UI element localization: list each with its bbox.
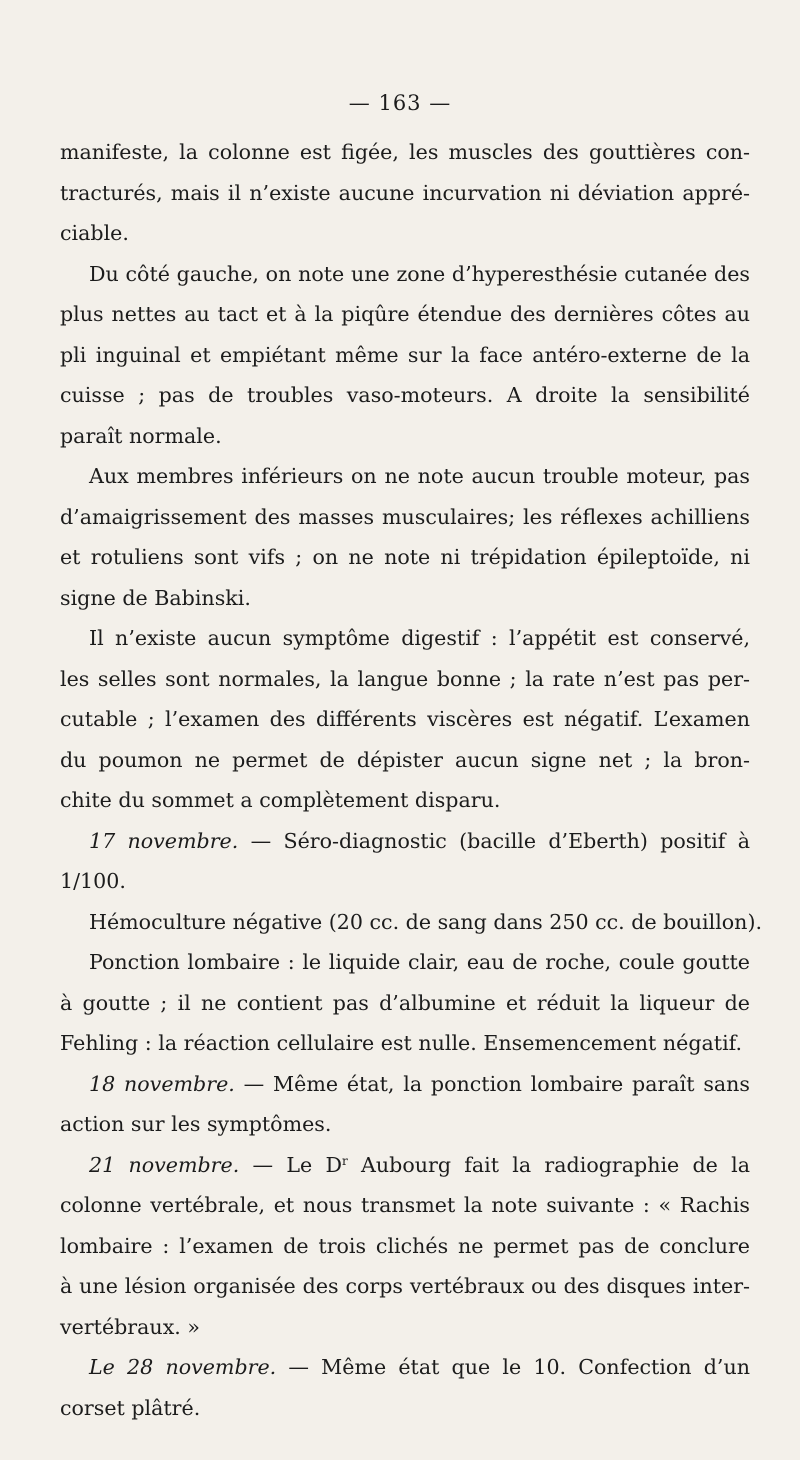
entry-date: 17 novembre. [89,828,239,853]
text-line: à une lésion organisée des corps vertébraux ou des disques inter- [60,1274,750,1298]
text-segment: — Même état que le 10. Confection d’un [276,1355,750,1379]
text-segment: — Même état, la ponction lombaire paraît sans [234,1071,751,1096]
text-line: les selles sont normales, la langue bonne ; la rate n’est pas per- [60,666,750,691]
paragraph [60,902,763,943]
text-line: signe de Babinski. [60,585,251,610]
text-line: corset plâtré. [60,1395,201,1420]
text-line: pli inguinal et empiétant même sur la face antéro-externe de la [60,342,750,367]
text-line: Hémoculture négative (20 cc. de sang dans 250 cc. de bouillon). [89,909,763,934]
paragraph [60,254,750,457]
text-line: ciable. [60,221,129,245]
text-line: Il n’existe aucun symptôme digestif : l’appétit est conservé, [89,626,750,650]
text-line: paraît normale. [60,423,222,448]
entry-date: 18 novembre. [89,1071,235,1096]
paragraph [60,618,750,821]
text-line: vertébraux. » [60,1314,201,1339]
text-line [60,1064,750,1105]
page-number: — 163 — [348,91,452,115]
text-line: manifeste, la colonne est figée, les muscles des gouttières con- [60,140,750,164]
text-line: plus nettes au tact et à la piqûre étendue des dernières côtes au [60,302,750,326]
text-line: cuisse ; pas de troubles vaso-moteurs. A droite la sensibilité [60,383,750,407]
text-line: Ponction lombaire : le liquide clair, eau de roche, coule goutte [89,950,750,974]
text-line [60,1347,750,1388]
text-line: 1/100. [60,869,126,893]
paragraph [60,1064,750,1145]
paragraph [60,1145,750,1348]
text-line: Fehling : la réaction cellulaire est nulle. Ensemencement négatif. [60,1031,743,1055]
text-line: lombaire : l’examen de trois clichés ne permet pas de conclure [60,1233,750,1258]
text-line [60,1145,750,1186]
superscript: r [342,1153,348,1168]
text-segment: — Séro-diagnostic (bacille d’Eberth) positif à [238,828,751,853]
paragraph [60,1347,750,1428]
text-line: action sur les symptômes. [60,1112,332,1136]
entry-date: 21 novembre. [89,1152,240,1177]
text-line: chite du sommet a complètement disparu. [60,788,501,812]
text-line: à goutte ; il ne contient pas d’albumine et réduit la liqueur de [60,990,750,1015]
text-line: du poumon ne permet de dépister aucun signe net ; la bron- [60,747,750,772]
page-text [60,132,763,1428]
text-line: cutable ; l’examen des différents viscères est négatif. L’examen [60,707,750,731]
entry-date: Le 28 novembre. [89,1355,277,1379]
text-line: tracturés, mais il n’existe aucune incurvation ni déviation appré- [60,180,750,205]
text-line: et rotuliens sont vifs ; on ne note ni trépidation épileptoïde, ni [60,545,750,569]
text-segment: Aubourg fait la radiographie de la [347,1152,750,1177]
text-segment: — Le D [239,1152,342,1177]
text-line: colonne vertébrale, et nous transmet la note suivante : « Rachis [60,1193,750,1217]
text-line: Du côté gauche, on note une zone d’hyperesthésie cutanée des [89,261,750,286]
paragraph [60,821,750,902]
text-line: Aux membres inférieurs on ne note aucun trouble moteur, pas [89,464,750,488]
text-line: d’amaigrissement des masses musculaires; les réflexes achilliens [60,504,750,529]
paragraph [60,942,750,1064]
paragraph [60,456,750,618]
text-line [60,821,750,862]
paragraph [60,132,750,254]
